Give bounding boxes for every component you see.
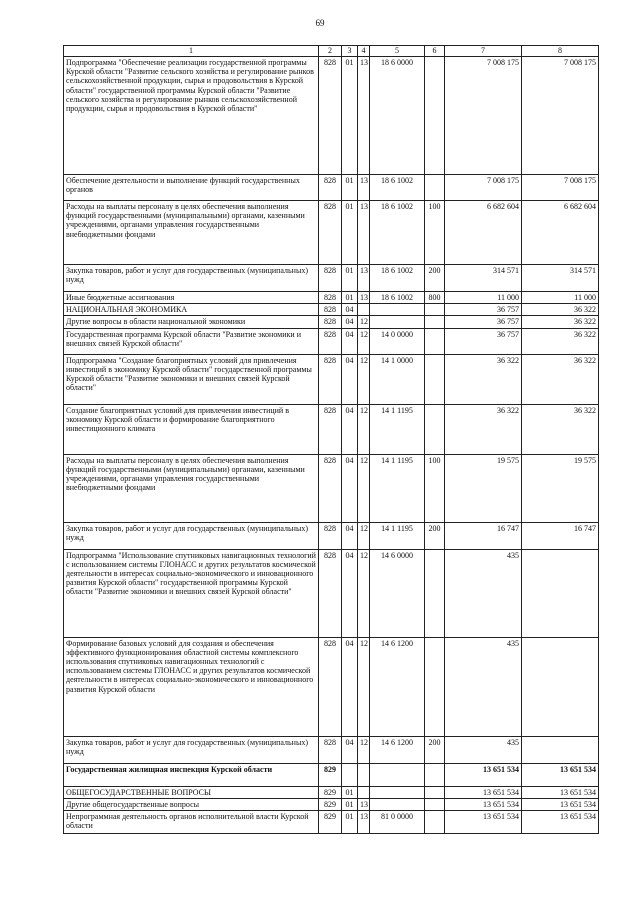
row-name-cell: Расходы на выплаты персоналу в целях обеспечения выполнения функций государственными (муниципальными) органами, казенными учреждениями, органами управления государственными внебюджетными фондами bbox=[64, 201, 319, 265]
header-col-2: 2 bbox=[319, 46, 342, 57]
row-value-cell-6 bbox=[425, 354, 445, 404]
row-value-cell-7: 11 000 bbox=[445, 292, 522, 304]
header-col-6: 6 bbox=[425, 46, 445, 57]
row-value-cell-8: 19 575 bbox=[522, 454, 599, 522]
row-name-cell: НАЦИОНАЛЬНАЯ ЭКОНОМИКА bbox=[64, 304, 319, 316]
row-value-cell-7: 435 bbox=[445, 637, 522, 736]
row-value-cell-3: 01 bbox=[342, 175, 358, 201]
row-value-cell-8: 36 322 bbox=[522, 404, 599, 454]
row-value-cell-3: 01 bbox=[342, 57, 358, 175]
header-col-8: 8 bbox=[522, 46, 599, 57]
page-number: 69 bbox=[315, 18, 325, 28]
row-name-cell: Формирование базовых условий для создания и обеспечения эффективного функционирования областной системы комплексного использования спутниковых навигационных технологий с использованием системы ГЛОНАСС и других результатов космической деятельности в интересах социально-экономического и инновационного развития Курской области bbox=[64, 637, 319, 736]
row-value-cell-6 bbox=[425, 549, 445, 637]
table-row bbox=[64, 292, 599, 304]
row-value-cell-4: 13 bbox=[358, 57, 370, 175]
row-value-cell-5 bbox=[370, 304, 425, 316]
row-name-cell: Государственная программа Курской области "Развитие экономики и внешних связей Курской области" bbox=[64, 328, 319, 354]
row-value-cell-2: 828 bbox=[319, 637, 342, 736]
row-value-cell-3: 04 bbox=[342, 454, 358, 522]
row-value-cell-6: 200 bbox=[425, 522, 445, 549]
row-value-cell-5: 18 6 1002 bbox=[370, 175, 425, 201]
row-value-cell-5 bbox=[370, 316, 425, 328]
row-value-cell-6 bbox=[425, 304, 445, 316]
row-value-cell-8: 11 000 bbox=[522, 292, 599, 304]
row-value-cell-4: 13 bbox=[358, 810, 370, 833]
row-value-cell-8: 6 682 604 bbox=[522, 201, 599, 265]
row-value-cell-4 bbox=[358, 763, 370, 786]
table-row bbox=[64, 810, 599, 833]
table-row bbox=[64, 736, 599, 763]
row-value-cell-7: 435 bbox=[445, 736, 522, 763]
row-value-cell-5: 18 6 1002 bbox=[370, 201, 425, 265]
row-value-cell-3: 04 bbox=[342, 549, 358, 637]
row-value-cell-8: 36 322 bbox=[522, 354, 599, 404]
row-value-cell-3: 01 bbox=[342, 798, 358, 810]
row-value-cell-6 bbox=[425, 316, 445, 328]
table-row bbox=[64, 637, 599, 736]
row-value-cell-5 bbox=[370, 763, 425, 786]
row-value-cell-5: 14 6 1200 bbox=[370, 637, 425, 736]
row-value-cell-2: 828 bbox=[319, 316, 342, 328]
row-value-cell-3: 01 bbox=[342, 201, 358, 265]
row-value-cell-4: 12 bbox=[358, 522, 370, 549]
row-name-cell: Другие общегосударственные вопросы bbox=[64, 798, 319, 810]
row-value-cell-6: 100 bbox=[425, 454, 445, 522]
table-row bbox=[64, 354, 599, 404]
row-value-cell-3: 01 bbox=[342, 810, 358, 833]
row-value-cell-6: 200 bbox=[425, 265, 445, 292]
row-name-cell: Закупка товаров, работ и услуг для государственных (муниципальных) нужд bbox=[64, 265, 319, 292]
row-name-cell: Иные бюджетные ассигнования bbox=[64, 292, 319, 304]
row-value-cell-5 bbox=[370, 798, 425, 810]
row-value-cell-4: 12 bbox=[358, 454, 370, 522]
row-name-cell: Непрограммная деятельность органов исполнительной власти Курской области bbox=[64, 810, 319, 833]
row-value-cell-8: 13 651 534 bbox=[522, 810, 599, 833]
row-value-cell-8: 36 322 bbox=[522, 316, 599, 328]
row-value-cell-3: 04 bbox=[342, 637, 358, 736]
row-value-cell-2: 829 bbox=[319, 786, 342, 798]
row-name-cell: Закупка товаров, работ и услуг для государственных (муниципальных) нужд bbox=[64, 736, 319, 763]
budget-table bbox=[63, 45, 599, 834]
row-value-cell-6: 200 bbox=[425, 736, 445, 763]
row-value-cell-7: 16 747 bbox=[445, 522, 522, 549]
row-value-cell-2: 828 bbox=[319, 304, 342, 316]
row-value-cell-6 bbox=[425, 175, 445, 201]
row-value-cell-7: 7 008 175 bbox=[445, 175, 522, 201]
header-col-5: 5 bbox=[370, 46, 425, 57]
row-value-cell-7: 13 651 534 bbox=[445, 798, 522, 810]
row-value-cell-4: 13 bbox=[358, 798, 370, 810]
row-value-cell-2: 829 bbox=[319, 810, 342, 833]
row-value-cell-7: 36 757 bbox=[445, 316, 522, 328]
row-name-cell: Закупка товаров, работ и услуг для государственных (муниципальных) нужд bbox=[64, 522, 319, 549]
row-value-cell-7: 36 322 bbox=[445, 354, 522, 404]
row-value-cell-5: 18 6 0000 bbox=[370, 57, 425, 175]
row-value-cell-7: 36 322 bbox=[445, 404, 522, 454]
row-value-cell-5: 81 0 0000 bbox=[370, 810, 425, 833]
row-value-cell-8 bbox=[522, 736, 599, 763]
row-value-cell-2: 828 bbox=[319, 328, 342, 354]
row-value-cell-2: 829 bbox=[319, 798, 342, 810]
row-value-cell-7: 13 651 534 bbox=[445, 786, 522, 798]
row-value-cell-3: 04 bbox=[342, 354, 358, 404]
row-value-cell-6 bbox=[425, 763, 445, 786]
row-value-cell-2: 828 bbox=[319, 201, 342, 265]
row-value-cell-3: 01 bbox=[342, 292, 358, 304]
row-value-cell-6 bbox=[425, 810, 445, 833]
row-value-cell-6 bbox=[425, 798, 445, 810]
row-value-cell-2: 828 bbox=[319, 736, 342, 763]
row-value-cell-4: 12 bbox=[358, 637, 370, 736]
row-value-cell-8: 7 008 175 bbox=[522, 175, 599, 201]
table-row bbox=[64, 304, 599, 316]
row-value-cell-5: 14 1 1195 bbox=[370, 454, 425, 522]
row-value-cell-6: 800 bbox=[425, 292, 445, 304]
row-value-cell-6: 100 bbox=[425, 201, 445, 265]
row-value-cell-5 bbox=[370, 786, 425, 798]
row-value-cell-4: 13 bbox=[358, 265, 370, 292]
row-name-cell: Государственная жилищная инспекция Курской области bbox=[64, 763, 319, 786]
row-value-cell-2: 829 bbox=[319, 763, 342, 786]
header-col-1: 1 bbox=[64, 46, 319, 57]
table-row bbox=[64, 404, 599, 454]
row-value-cell-2: 828 bbox=[319, 404, 342, 454]
header-col-7: 7 bbox=[445, 46, 522, 57]
row-value-cell-5: 14 1 1195 bbox=[370, 522, 425, 549]
row-value-cell-2: 828 bbox=[319, 265, 342, 292]
row-value-cell-8: 16 747 bbox=[522, 522, 599, 549]
row-value-cell-4 bbox=[358, 304, 370, 316]
row-value-cell-2: 828 bbox=[319, 292, 342, 304]
header-row bbox=[64, 46, 599, 57]
table-row bbox=[64, 175, 599, 201]
row-value-cell-5: 14 0 0000 bbox=[370, 328, 425, 354]
row-value-cell-7: 36 757 bbox=[445, 304, 522, 316]
row-value-cell-2: 828 bbox=[319, 454, 342, 522]
row-value-cell-7: 36 757 bbox=[445, 328, 522, 354]
row-value-cell-3 bbox=[342, 763, 358, 786]
row-value-cell-4: 12 bbox=[358, 354, 370, 404]
table-row bbox=[64, 549, 599, 637]
table-row bbox=[64, 522, 599, 549]
row-value-cell-4: 12 bbox=[358, 549, 370, 637]
row-value-cell-5: 14 6 0000 bbox=[370, 549, 425, 637]
row-value-cell-4: 13 bbox=[358, 292, 370, 304]
row-name-cell: Подпрограмма "Обеспечение реализации государственной программы Курской области "Развитие сельского хозяйства и регулирование рынков сельскохозяйственной продукции, сырья и продовольствия в Курской области" государственной программы Курской области "Развитие сельского хозяйства и регулирование рынков сельскохозяйственной продукции, сырья и продовольствия в Курской области" bbox=[64, 57, 319, 175]
row-value-cell-5: 14 1 0000 bbox=[370, 354, 425, 404]
row-value-cell-4 bbox=[358, 786, 370, 798]
row-value-cell-6 bbox=[425, 786, 445, 798]
row-value-cell-3: 04 bbox=[342, 316, 358, 328]
row-value-cell-3: 01 bbox=[342, 786, 358, 798]
row-value-cell-8: 13 651 534 bbox=[522, 786, 599, 798]
row-value-cell-3: 04 bbox=[342, 404, 358, 454]
row-value-cell-8: 13 651 534 bbox=[522, 798, 599, 810]
row-value-cell-7: 13 651 534 bbox=[445, 810, 522, 833]
row-name-cell: Расходы на выплаты персоналу в целях обеспечения выполнения функций государственными (муниципальными) органами, казенными учреждениями, органами управления государственными внебюджетными фондами bbox=[64, 454, 319, 522]
row-value-cell-8: 36 322 bbox=[522, 304, 599, 316]
row-value-cell-4: 13 bbox=[358, 201, 370, 265]
row-value-cell-6 bbox=[425, 637, 445, 736]
row-name-cell: ОБЩЕГОСУДАРСТВЕННЫЕ ВОПРОСЫ bbox=[64, 786, 319, 798]
row-name-cell: Другие вопросы в области национальной экономики bbox=[64, 316, 319, 328]
header-col-4: 4 bbox=[358, 46, 370, 57]
row-value-cell-8: 314 571 bbox=[522, 265, 599, 292]
table-row bbox=[64, 454, 599, 522]
row-value-cell-5: 18 6 1002 bbox=[370, 265, 425, 292]
row-value-cell-8 bbox=[522, 549, 599, 637]
row-value-cell-8 bbox=[522, 637, 599, 736]
table-row bbox=[64, 265, 599, 292]
row-value-cell-2: 828 bbox=[319, 57, 342, 175]
row-value-cell-4: 12 bbox=[358, 736, 370, 763]
row-value-cell-7: 6 682 604 bbox=[445, 201, 522, 265]
row-value-cell-5: 14 1 1195 bbox=[370, 404, 425, 454]
row-value-cell-3: 04 bbox=[342, 522, 358, 549]
row-value-cell-2: 828 bbox=[319, 549, 342, 637]
header-col-3: 3 bbox=[342, 46, 358, 57]
table-row bbox=[64, 57, 599, 175]
row-value-cell-6 bbox=[425, 57, 445, 175]
row-value-cell-6 bbox=[425, 328, 445, 354]
row-value-cell-8: 13 651 534 bbox=[522, 763, 599, 786]
row-name-cell: Подпрограмма "Использование спутниковых навигационных технологий с использованием системы ГЛОНАСС и других результатов космической деятельности в интересах социально-экономического и инновационного развития Курской области" государственной программы Курской области "Развитие экономики и внешних связей Курской области" bbox=[64, 549, 319, 637]
row-value-cell-4: 13 bbox=[358, 175, 370, 201]
row-value-cell-8: 7 008 175 bbox=[522, 57, 599, 175]
row-value-cell-4: 12 bbox=[358, 328, 370, 354]
row-value-cell-7: 314 571 bbox=[445, 265, 522, 292]
row-value-cell-7: 7 008 175 bbox=[445, 57, 522, 175]
row-value-cell-8: 36 322 bbox=[522, 328, 599, 354]
row-name-cell: Подпрограмма "Создание благоприятных условий для привлечения инвестиций в экономику Курской области" государственной программы Курской области "Развитие экономики и внешних связей Курской области" bbox=[64, 354, 319, 404]
table-row bbox=[64, 316, 599, 328]
row-value-cell-2: 828 bbox=[319, 354, 342, 404]
row-value-cell-2: 828 bbox=[319, 522, 342, 549]
row-value-cell-3: 01 bbox=[342, 265, 358, 292]
row-value-cell-3: 04 bbox=[342, 328, 358, 354]
table-row bbox=[64, 328, 599, 354]
row-value-cell-4: 12 bbox=[358, 404, 370, 454]
table-row bbox=[64, 786, 599, 798]
table-row bbox=[64, 201, 599, 265]
row-name-cell: Обеспечение деятельности и выполнение функций государственных органов bbox=[64, 175, 319, 201]
row-value-cell-3: 04 bbox=[342, 304, 358, 316]
row-value-cell-3: 04 bbox=[342, 736, 358, 763]
table-row bbox=[64, 763, 599, 786]
row-value-cell-7: 435 bbox=[445, 549, 522, 637]
row-value-cell-7: 19 575 bbox=[445, 454, 522, 522]
row-value-cell-2: 828 bbox=[319, 175, 342, 201]
row-value-cell-5: 18 6 1002 bbox=[370, 292, 425, 304]
row-value-cell-5: 14 6 1200 bbox=[370, 736, 425, 763]
row-name-cell: Создание благоприятных условий для привлечения инвестиций в экономику Курской области и формирование благоприятного инвестиционного климата bbox=[64, 404, 319, 454]
row-value-cell-7: 13 651 534 bbox=[445, 763, 522, 786]
table-row bbox=[64, 798, 599, 810]
row-value-cell-6 bbox=[425, 404, 445, 454]
row-value-cell-4: 12 bbox=[358, 316, 370, 328]
